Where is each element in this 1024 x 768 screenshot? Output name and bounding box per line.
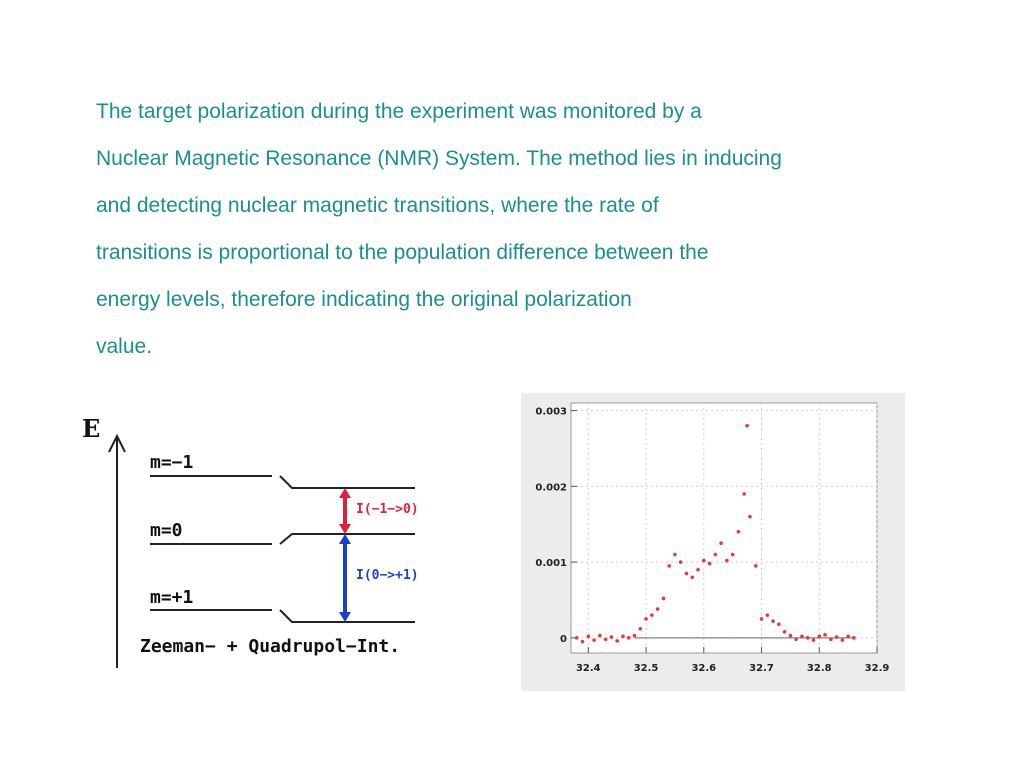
data-point [812, 638, 816, 642]
transition-label-red: I(−1−>0) [356, 502, 419, 517]
data-point [777, 622, 781, 626]
transition-arrowhead-blue-up [339, 534, 351, 544]
x-tick-label: 32.8 [806, 663, 832, 674]
description-paragraph [96, 88, 956, 370]
data-point [745, 424, 749, 428]
x-tick-label: 32.4 [575, 663, 601, 674]
data-point [673, 553, 677, 557]
data-point [731, 553, 735, 557]
nmr-plot-canvas [521, 393, 905, 691]
data-point [817, 635, 821, 639]
level-label-m-minus-1: m=−1 [150, 452, 194, 473]
nmr-signal-plot [521, 393, 905, 691]
energy-axis-label: E [82, 414, 101, 443]
data-point [638, 627, 642, 631]
data-point [754, 564, 758, 568]
data-point [725, 559, 729, 563]
data-point [615, 639, 619, 643]
data-point [656, 607, 660, 611]
paragraph-line: and detecting nuclear magnetic transitions, where the rate of [96, 194, 659, 217]
data-point [667, 564, 671, 568]
x-tick-label: 32.9 [864, 663, 890, 674]
data-point [592, 638, 596, 642]
paragraph-line: value. [96, 335, 153, 358]
data-point [575, 636, 579, 640]
data-point [766, 613, 770, 617]
data-point [737, 530, 741, 534]
data-point [783, 630, 787, 634]
data-point [685, 572, 689, 576]
data-point [662, 597, 666, 601]
data-point [621, 635, 625, 639]
data-point [604, 638, 608, 642]
data-point [702, 559, 706, 563]
x-tick-label: 32.7 [749, 663, 774, 674]
data-point [846, 635, 850, 639]
data-point [800, 635, 804, 639]
y-tick-label: 0.003 [535, 406, 567, 418]
data-point [644, 617, 648, 621]
data-point [835, 635, 839, 639]
data-point [829, 638, 833, 642]
data-point [789, 634, 793, 638]
data-point [823, 633, 827, 637]
data-point [633, 634, 637, 638]
data-point [650, 613, 654, 617]
paragraph-line: energy levels, therefore indicating the original polarization [96, 288, 632, 311]
data-point [714, 553, 718, 557]
level-line-m-1-shift [280, 476, 415, 488]
energy-level-diagram [80, 410, 480, 680]
data-point [852, 636, 856, 640]
y-tick-label: 0.002 [535, 482, 567, 494]
data-point [748, 515, 752, 519]
data-point [610, 635, 614, 639]
x-tick-label: 32.6 [691, 663, 717, 674]
data-point [581, 640, 585, 644]
level-label-m-0: m=0 [150, 520, 183, 541]
transition-label-blue: I(0−>+1) [356, 568, 419, 583]
data-point [771, 619, 775, 623]
transition-arrowhead-red-up [339, 488, 351, 498]
data-point [679, 560, 683, 564]
data-point [587, 635, 591, 639]
data-point [708, 562, 712, 566]
diagram-caption: Zeeman− + Quadrupol−Int. [140, 636, 401, 657]
y-tick-label: 0 [560, 633, 567, 645]
level-label-m-plus-1: m=+1 [150, 587, 194, 608]
data-point [806, 636, 810, 640]
data-point [742, 492, 746, 496]
data-point [794, 638, 798, 642]
plot-area-frame [571, 403, 877, 653]
transition-arrowhead-blue-down [339, 612, 351, 622]
transition-arrowhead-red-down [339, 524, 351, 534]
paragraph-line: Nuclear Magnetic Resonance (NMR) System. The method lies in inducing [96, 147, 782, 170]
x-tick-label: 32.5 [633, 663, 659, 674]
y-tick-label: 0.001 [535, 558, 567, 570]
data-point [690, 575, 694, 579]
data-point [598, 634, 602, 638]
paragraph-line: The target polarization during the experiment was monitored by a [96, 100, 702, 123]
paragraph-line: transitions is proportional to the population difference between the [96, 241, 709, 264]
data-point [760, 617, 764, 621]
data-point [719, 541, 723, 545]
data-point [627, 636, 631, 640]
data-point [696, 568, 700, 572]
data-point [841, 638, 845, 642]
